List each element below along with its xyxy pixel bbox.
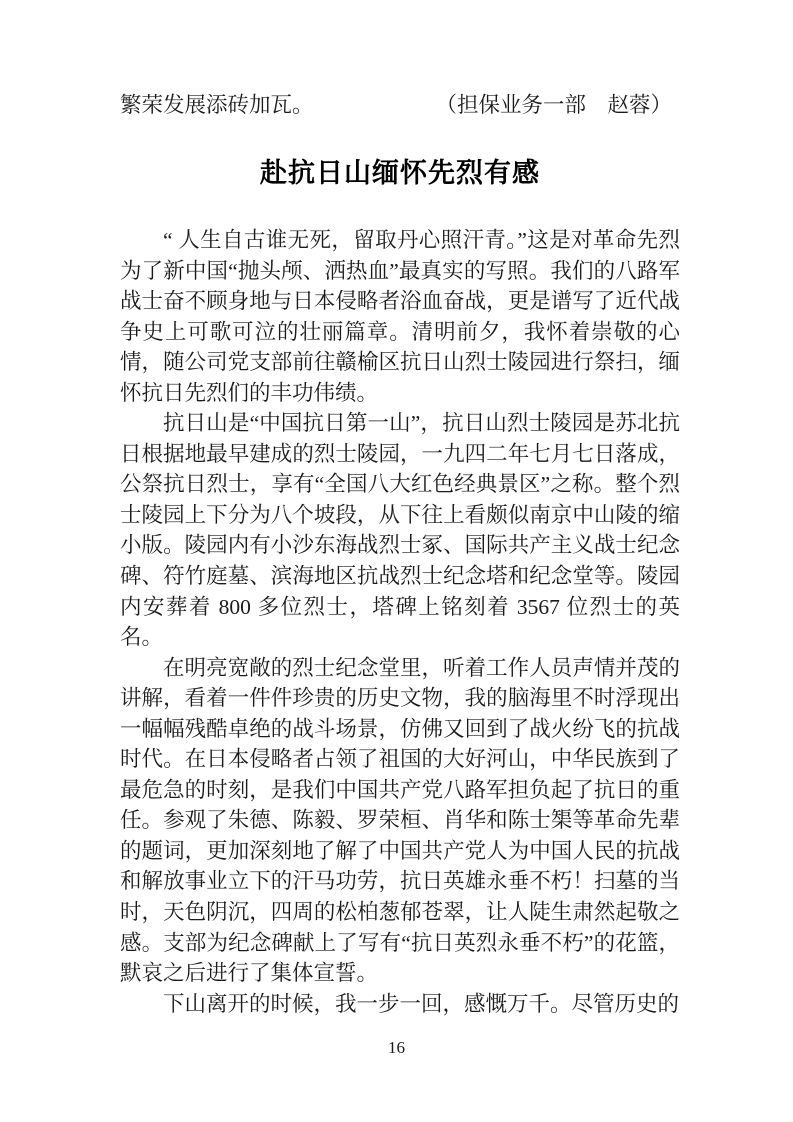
article-body [120, 225, 680, 1019]
paragraph-2: 抗日山是“中国抗日第一山”，抗日山烈士陵园是苏北抗日根据地最早建成的烈士陵园，一九四二年七月七日落成，公祭抗日烈士，享有“全国八大红色经典景区”之称。整个烈士陵园上下分为八个坡段，从下往上看颇似南京中山陵的缩小版。陵园内有小沙东海战烈士冢、国际共产主义战士纪念碑、符竹庭墓、滨海地区抗战烈士纪念塔和纪念堂等。陵园内安葬着 800 多位烈士，塔碑上铭刻着 3567 位烈士的英名。 [120, 411, 680, 650]
paragraph-3: 在明亮宽敞的烈士纪念堂里，听着工作人员声情并茂的讲解，看着一件件珍贵的历史文物，我的脑海里不时浮现出一幅幅残酷卓绝的战斗场景，仿佛又回到了战火纷飞的抗战时代。在日本侵略者占领了祖国的大好河山，中华民族到了最危急的时刻，是我们中国共产党八路军担负起了抗日的重任。参观了朱德、陈毅、罗荣桓、肖华和陈士榘等革命先辈的题词，更加深刻地了解了中国共产党人为中国人民的抗战和解放事业立下的汗马功劳，抗日英雄永垂不朽！扫墓的当时，天色阴沉，四周的松柏葱郁苍翠，让人陡生肃然起敬之感。支部为纪念碑献上了写有“抗日英烈永垂不朽”的花篮，默哀之后进行了集体宣誓。 [120, 655, 680, 986]
paragraph-4: 下山离开的时候，我一步一回，感慨万千。尽管历史的 [163, 991, 680, 1016]
paragraph-1: “ 人生自古谁无死，留取丹心照汗青。”这是对革命先烈为了新中国“抛头颅、洒热血”最真实的写照。我们的八路军战士奋不顾身地与日本侵略者浴血奋战，更是谱写了近代战争史上可歌可泣的壮丽篇章。清明前夕，我怀着崇敬的心情，随公司党支部前往赣榆区抗日山烈士陵园进行祭扫，缅怀抗日先烈们的丰功伟绩。 [120, 228, 680, 405]
author-attribution: （担保业务一部 赵蓉） [435, 93, 672, 117]
closing-sentence: 繁荣发展添砖加瓦。 [120, 93, 314, 117]
page-number: 16 [388, 1038, 405, 1057]
previous-article-closing-line [120, 90, 680, 121]
article-title: 赴抗日山缅怀先烈有感 [260, 158, 540, 188]
